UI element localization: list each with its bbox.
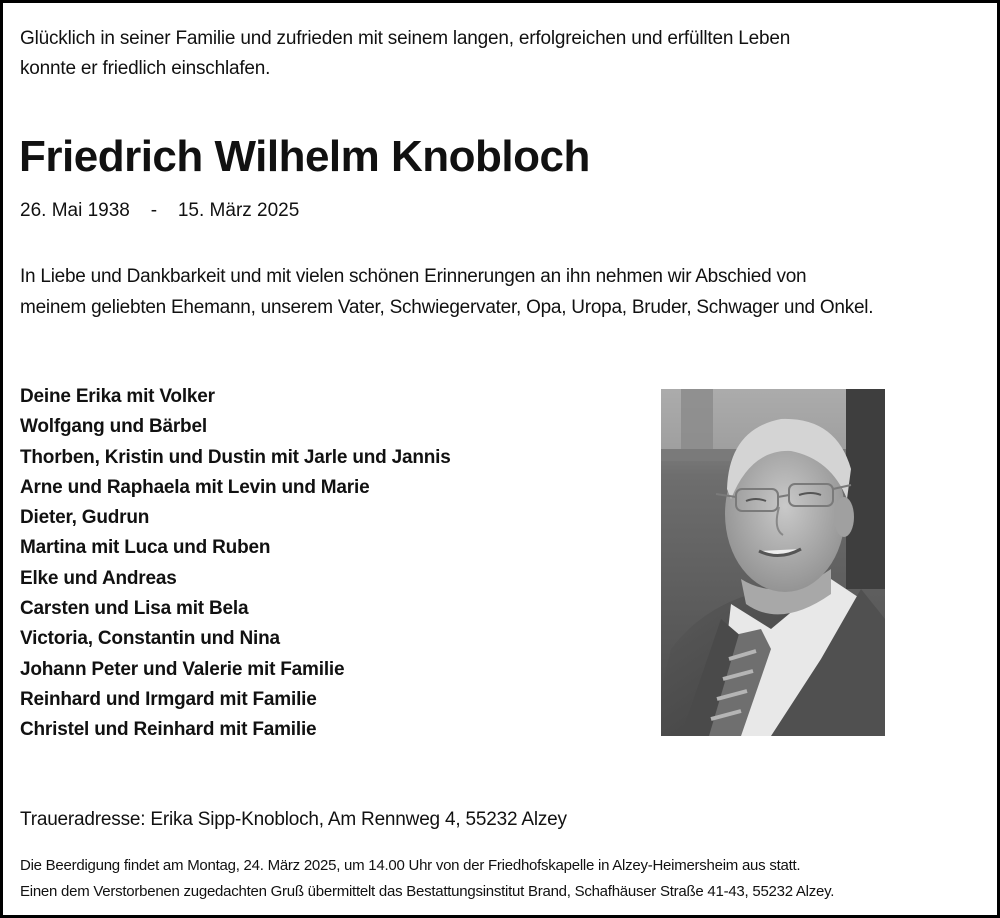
mourner-entry: Johann Peter und Valerie mit Familie	[20, 658, 345, 680]
funeral-line: Einen dem Verstorbenen zugedachten Gruß übermittelt das Bestattungsinstitut Brand, Schafhäuser Straße 41-43, 55232 Alzey.	[20, 883, 835, 900]
life-dates	[20, 196, 299, 226]
mourners-list	[20, 382, 451, 746]
birth-date: 26. Mai 1938	[20, 200, 130, 221]
intro-line: konnte er friedlich einschlafen.	[20, 58, 271, 79]
mourner-entry: Wolfgang und Bärbel	[20, 416, 207, 438]
mourner-entry: Reinhard und Irmgard mit Familie	[20, 688, 317, 710]
funeral-details	[20, 853, 834, 905]
mourner-entry: Thorben, Kristin und Dustin mit Jarle und Jannis	[20, 446, 451, 468]
mourner-entry: Arne und Raphaela mit Levin und Marie	[20, 476, 370, 498]
farewell-line: In Liebe und Dankbarkeit und mit vielen schönen Erinnerungen an ihn nehmen wir Abschied von	[20, 266, 807, 287]
farewell-text	[20, 261, 990, 323]
deceased-name: Friedrich Wilhelm Knobloch	[19, 132, 590, 181]
mourner-entry: Martina mit Luca und Ruben	[20, 537, 271, 559]
mourner-entry: Christel und Reinhard mit Familie	[20, 719, 317, 741]
farewell-line: meinem geliebten Ehemann, unserem Vater, Schwiegervater, Opa, Uropa, Bruder, Schwager und Onkel.	[20, 297, 874, 318]
portrait-photo	[661, 389, 885, 736]
intro-line: Glücklich in seiner Familie und zufrieden mit seinem langen, erfolgreichen und erfüllten Leben	[20, 28, 791, 49]
portrait-image	[661, 389, 885, 736]
intro-text	[20, 24, 960, 84]
mourner-entry: Victoria, Constantin und Nina	[20, 628, 280, 650]
mourner-entry: Deine Erika mit Volker	[20, 386, 215, 407]
mourner-entry: Dieter, Gudrun	[20, 507, 150, 529]
date-separator: -	[150, 200, 158, 221]
mourner-entry: Elke und Andreas	[20, 567, 177, 589]
death-date: 15. März 2025	[177, 200, 300, 221]
funeral-line: Die Beerdigung findet am Montag, 24. März 2025, um 14.00 Uhr von der Friedhofskapelle in Alzey-Heimersheim aus statt.	[20, 857, 801, 874]
mourning-address: Traueradresse: Erika Sipp-Knobloch, Am Rennweg 4, 55232 Alzey	[20, 809, 567, 830]
mourner-entry: Carsten und Lisa mit Bela	[20, 598, 249, 620]
